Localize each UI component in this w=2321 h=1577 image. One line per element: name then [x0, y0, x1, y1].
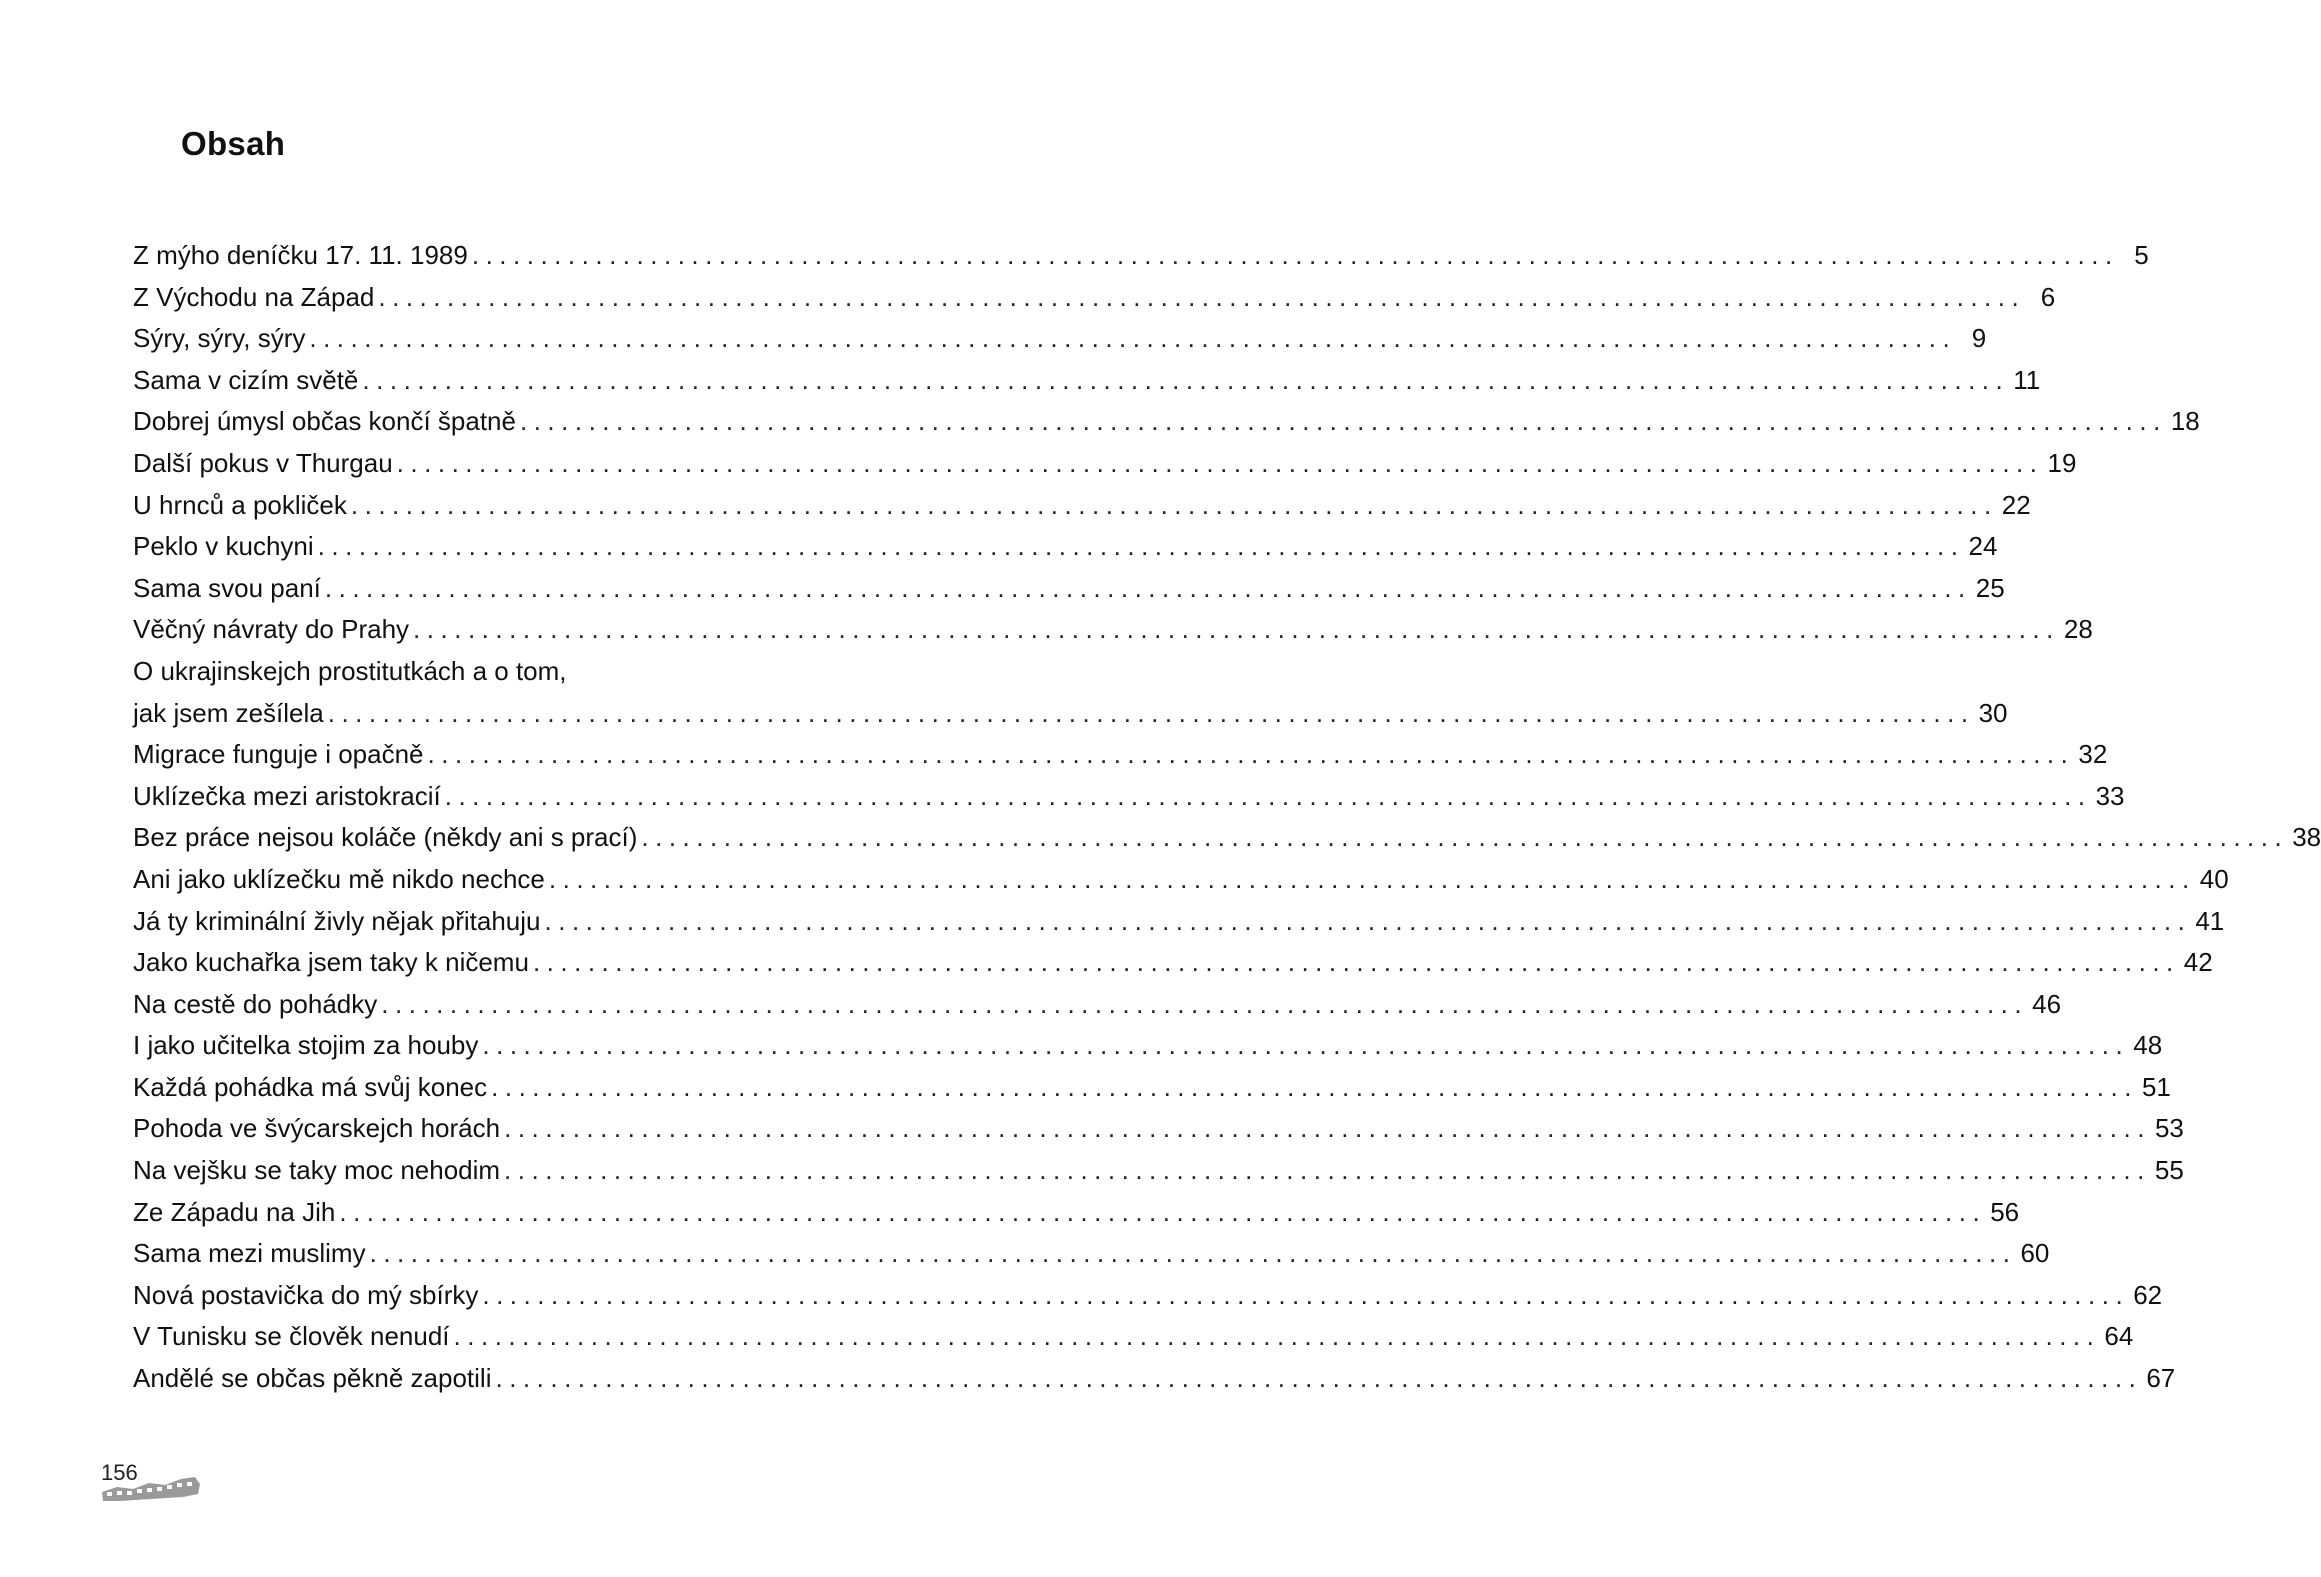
toc-entry-page: 33 [2095, 780, 2125, 811]
toc-entry-page: 53 [2154, 1113, 2184, 1144]
toc-entry [133, 693, 2008, 735]
toc-leader-dots: ........................................................................................................................ [427, 739, 2075, 770]
toc-leader-dots: ........................................................................................................................ [504, 1155, 2151, 1186]
toc-entry [133, 859, 2229, 901]
toc-leader-dots: ........................................................................................................................ [317, 531, 1965, 562]
toc-entry [133, 443, 2077, 485]
toc-entry-page: 38 [2292, 822, 2321, 853]
toc-entry-title: Pohoda ve švýcarskejch horách [133, 1113, 501, 1144]
toc-entry [133, 734, 2108, 776]
toc-leader-dots: ........................................................................................................................ [532, 947, 2180, 978]
toc-entry-title: Ze Západu na Jih [133, 1196, 336, 1227]
toc-entry [133, 1192, 2020, 1234]
toc-entry-title: U hrnců a pokliček [133, 489, 347, 520]
toc-entry [133, 1358, 2176, 1400]
toc-entry [133, 401, 2200, 443]
toc-leader-dots: ........................................................................................................................ [471, 240, 2119, 270]
toc-entry-page: 42 [2183, 947, 2213, 978]
toc-entry [133, 1025, 2163, 1067]
toc-entry [133, 485, 2031, 527]
toc-entry-page: 19 [2047, 447, 2077, 478]
toc-leader-dots: ........................................................................................................................ [444, 780, 2092, 811]
toc-entry-title: V Tunisku se člověk nenudí [133, 1321, 450, 1352]
toc-leader-dots: ........................................................................................................................ [362, 364, 2010, 395]
table-of-contents [133, 235, 2321, 1400]
toc-leader-dots: ........................................................................................................................ [339, 1196, 1987, 1227]
toc-entry-page: 40 [2199, 863, 2229, 894]
toc-leader-dots: ........................................................................................................................ [548, 863, 2196, 894]
toc-entry-page: 9 [1971, 323, 1987, 354]
toc-leader-dots: ........................................................................................................................ [378, 281, 2026, 312]
toc-leader-dots: ........................................................................................................................ [324, 572, 1972, 603]
toc-entry-page: 5 [2134, 240, 2149, 270]
toc-leader-dots: ........................................................................................................................ [482, 1279, 2130, 1310]
toc-entry-title: Sýry, sýry, sýry [133, 323, 306, 354]
toc-entry-title: Nová postavička do mý sbírky [133, 1279, 479, 1310]
toc-entry-title: jak jsem zešílela [133, 697, 324, 728]
toc-entry-page: 56 [1990, 1196, 2020, 1227]
film-strip-ornament-icon [99, 1470, 203, 1502]
toc-entry-title: Andělé se občas pěkně zapotili [133, 1363, 492, 1394]
toc-entry [133, 277, 2056, 319]
toc-entry-page: 60 [2020, 1238, 2050, 1269]
toc-entry [133, 901, 2225, 943]
toc-entry-title: Bez práce nejsou koláče (někdy ani s prací) [133, 822, 638, 853]
toc-entry [133, 776, 2125, 818]
toc-entry-page: 11 [2013, 364, 2041, 395]
toc-entry [133, 235, 2149, 277]
toc-entry-page: 22 [2001, 489, 2031, 520]
toc-leader-dots: ........................................................................................................................ [396, 447, 2044, 478]
toc-entry-title: Z mýho deníčku 17. 11. 1989 [133, 240, 468, 270]
toc-leader-dots: ........................................................................................................................ [641, 822, 2289, 853]
toc-leader-dots: ........................................................................................................................ [482, 1030, 2130, 1061]
toc-entry-title: Dobrej úmysl občas končí špatně [133, 406, 516, 437]
toc-leader-dots: ........................................................................................................................ [309, 323, 1957, 354]
toc-entry-page: 30 [1978, 697, 2008, 728]
toc-entry [133, 1275, 2163, 1317]
toc-entry [133, 360, 2041, 402]
toc-entry-title: I jako učitelka stojim za houby [133, 1030, 479, 1061]
toc-entry-title: Na vejšku se taky moc nehodim [133, 1155, 501, 1186]
toc-entry-title: O ukrajinskejch prostitutkách a o tom, [133, 655, 567, 686]
toc-entry [133, 651, 840, 693]
toc-leader-dots: ........................................................................................................................ [495, 1363, 2143, 1394]
toc-entry-title: Migrace funguje i opačně [133, 739, 424, 770]
toc-entry-page: 48 [2133, 1030, 2163, 1061]
toc-entry-title: Já ty kriminální živly nějak přitahuju [133, 905, 541, 936]
toc-leader-dots: ........................................................................................................................ [491, 1071, 2138, 1102]
toc-leader-dots: ........................................................................................................................ [369, 1238, 2017, 1269]
toc-entry-page: 32 [2078, 739, 2108, 770]
toc-entry [133, 1108, 2184, 1150]
toc-entry-page: 55 [2154, 1155, 2184, 1186]
toc-entry-page: 41 [2195, 905, 2225, 936]
page-number: 156 [101, 1460, 138, 1485]
toc-entry-title: Jako kuchařka jsem taky k ničemu [133, 947, 529, 978]
toc-entry [133, 318, 1987, 360]
toc-leader-dots: ........................................................................................................................ [504, 1113, 2151, 1144]
toc-entry-page: 25 [1975, 572, 2005, 603]
toc-entry [133, 984, 2062, 1026]
toc-entry-title: Peklo v kuchyni [133, 531, 314, 562]
toc-entry-title: Na cestě do pohádky [133, 988, 378, 1019]
toc-entry-page: 6 [2040, 281, 2056, 312]
toc-leader-dots: ........................................................................................................................ [453, 1321, 2101, 1352]
toc-entry-page: 18 [2170, 406, 2200, 437]
toc-entry-title: Další pokus v Thurgau [133, 447, 393, 478]
toc-entry [133, 526, 1998, 568]
toc-entry-title: Uklízečka mezi aristokracií [133, 780, 441, 811]
toc-entry [133, 1233, 2050, 1275]
toc-entry-page: 24 [1968, 531, 1998, 562]
toc-entry-title: Z Východu na Západ [133, 281, 375, 312]
toc-entry [133, 1316, 2134, 1358]
toc-entry-page: 46 [2032, 988, 2062, 1019]
toc-leader-dots: ........................................................................................................................ [327, 697, 1975, 728]
toc-leader-dots: ........................................................................................................................ [381, 988, 2029, 1019]
toc-leader-dots: ........................................................................................................................ [544, 905, 2192, 936]
toc-entry [133, 1067, 2171, 1109]
toc-entry-page: 51 [2141, 1071, 2171, 1102]
toc-entry-page: 67 [2146, 1363, 2176, 1394]
toc-entry-title: Každá pohádka má svůj konec [133, 1071, 488, 1102]
toc-leader-dots: ........................................................................................................................ [519, 406, 2167, 437]
toc-entry-page: 62 [2133, 1279, 2163, 1310]
toc-entry-title: Sama v cizím světě [133, 364, 359, 395]
toc-entry [133, 609, 2093, 651]
toc-entry-title: Sama svou paní [133, 572, 321, 603]
toc-leader-dots: ........................................................................................................................ [350, 489, 1998, 520]
toc-entry-title: Ani jako uklízečku mě nikdo nechce [133, 863, 545, 894]
page-title: Obsah [181, 125, 286, 162]
toc-entry-page: 64 [2104, 1321, 2134, 1352]
toc-entry [133, 817, 2321, 859]
toc-entry-title: Sama mezi muslimy [133, 1238, 366, 1269]
toc-entry [133, 568, 2005, 610]
toc-leader-dots: ........................................................................................................................ [413, 614, 2060, 645]
toc-entry [133, 1150, 2184, 1192]
toc-entry [133, 942, 2213, 984]
toc-entry-page: 28 [2063, 614, 2093, 645]
toc-entry-title: Věčný návraty do Prahy [133, 614, 410, 645]
